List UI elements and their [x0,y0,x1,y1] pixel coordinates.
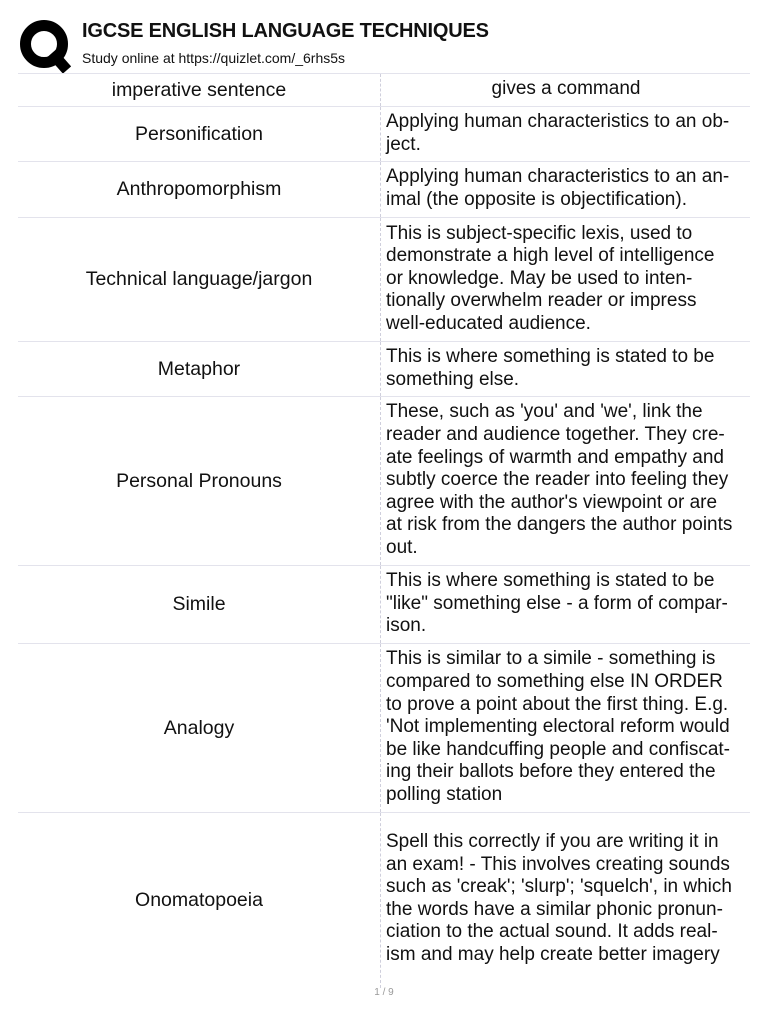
definition-line: such as 'creak'; 'slurp'; 'squelch', in which [386,876,732,898]
table-row [18,566,750,644]
definition-line: to prove a point about the first thing. E.g. [386,693,729,715]
table-row [18,74,750,107]
header [0,0,768,74]
definition-line: Applying human characteristics to an an- [386,166,730,188]
definition-cell [381,162,750,217]
definition-line: agree with the author's viewpoint or are [386,491,718,513]
term-cell: Analogy [18,644,381,812]
table-row [18,218,750,342]
quizlet-logo-icon [19,19,71,73]
definition-line: This is where something is stated to be [386,345,715,367]
definition-cell [381,397,750,565]
term-cell: Anthropomorphism [18,162,381,217]
page-number: 1 / 9 [374,987,394,998]
definition-cell [381,74,750,106]
definition-line: well-educated audience. [386,312,591,334]
definition-line: polling station [386,783,503,805]
term-cell: Simile [18,566,381,643]
definition-cell [381,107,750,161]
definition-line: out. [386,536,418,558]
definition-line: gives a command [491,78,641,100]
definition-line: ing their ballots before they entered the [386,761,716,783]
table-row [18,342,750,397]
definition-line: ciation to the actual sound. It adds real- [386,921,718,943]
definition-line: imal (the opposite is objectification). [386,189,687,210]
table-row [18,162,750,218]
definition-line: This is where something is stated to be [386,570,715,592]
definition-line: or knowledge. May be used to inten- [386,267,693,289]
term-cell: Technical language/jargon [18,218,381,341]
definition-line: These, such as 'you' and 'we', link the [386,401,703,423]
page-title: IGCSE ENGLISH LANGUAGE TECHNIQUES [82,20,489,42]
term-cell: Personal Pronouns [18,397,381,565]
definition-cell [381,218,750,341]
definition-line: compared to something else IN ORDER [386,671,723,693]
definition-line: at risk from the dangers the author points [386,514,733,536]
definition-cell [381,644,750,812]
definition-line: the words have a similar phonic pronun- [386,898,723,920]
definition-line: be like handcuffing people and confiscat- [386,738,731,760]
table-row [18,644,750,813]
definition-line: ison. [386,615,427,637]
definition-line: Applying human characteristics to an ob- [386,110,730,132]
definition-line: Spell this correctly if you are writing it in [386,831,719,852]
definition-line: reader and audience together. They cre- [386,424,725,446]
definition-line: ate feelings of warmth and empathy and [386,446,724,468]
definition-line: "like" something else - a form of compar- [386,592,728,614]
definition-line: ism and may help create better imagery [386,943,720,965]
definition-cell [381,566,750,643]
definition-line: ject. [386,133,421,155]
definition-line: demonstrate a high level of intelligence [386,245,715,267]
term-cell: Metaphor [18,342,381,396]
study-link-text: Study online at https://quizlet.com/_6rhs5s [82,50,346,66]
term-cell: Onomatopoeia [18,813,381,988]
definition-line: an exam! - This involves creating sounds [386,853,730,875]
definition-line: something else. [386,368,520,390]
table-row [18,397,750,566]
definition-line: This is subject-specific lexis, used to [386,222,693,244]
table-row [18,813,750,988]
definition-line: This is similar to a simile - something is [386,648,716,670]
term-cell: Personification [18,107,381,161]
definition-line: subtly coerce the reader into feeling they [386,469,729,491]
definition-cell [381,342,750,396]
definition-line: tionally overwhelm reader or impress [386,290,697,312]
table-row [18,107,750,162]
term-cell: imperative sentence [18,74,381,106]
definition-line: 'Not implementing electoral reform would [386,716,730,738]
definition-cell [381,813,750,988]
flashcard-table [18,73,750,988]
